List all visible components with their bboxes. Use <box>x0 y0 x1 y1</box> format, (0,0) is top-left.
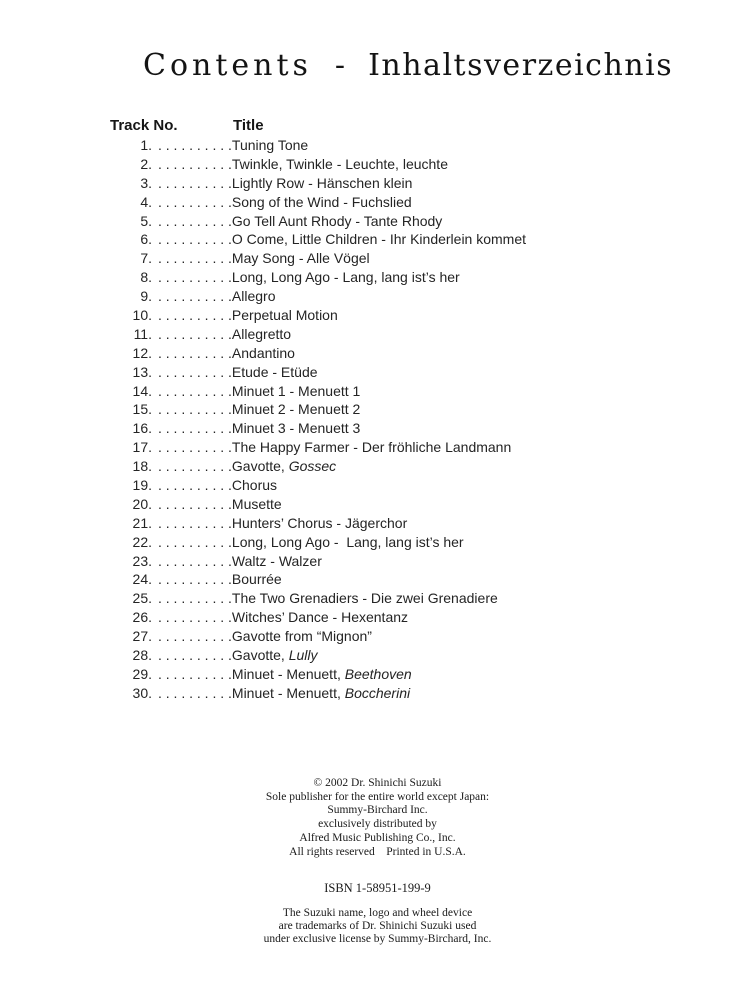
isbn-line: ISBN 1-58951-199-9 <box>324 881 431 895</box>
trademark-block <box>0 907 755 945</box>
track-title: Gavotte from “Mignon” <box>231 628 372 645</box>
dot-leader: . . . . . . . . . . <box>158 495 232 512</box>
track-number: 19. <box>132 477 152 494</box>
track-number: 27. <box>132 628 152 645</box>
track-number: 29. <box>132 665 152 682</box>
track-title: Allegro <box>231 288 276 305</box>
track-number: 10. <box>132 307 152 324</box>
track-title: Long, Long Ago - Lang, lang ist’s her <box>231 269 460 286</box>
dot-leader: . . . . . . . . . . <box>158 382 232 399</box>
track-number: 2. <box>140 155 152 172</box>
track-row <box>110 590 526 609</box>
page-title-german: Inhaltsverzeichnis <box>368 48 674 83</box>
dot-leader: . . . . . . . . . . <box>158 628 232 645</box>
track-title: The Happy Farmer - Der fröhliche Landmann <box>231 439 512 456</box>
track-row <box>110 647 526 666</box>
track-row <box>110 496 526 515</box>
dot-leader: . . . . . . . . . . <box>158 590 232 607</box>
dot-leader: . . . . . . . . . . <box>158 477 232 494</box>
dot-leader: . . . . . . . . . . <box>158 193 232 210</box>
track-number: 5. <box>140 212 152 229</box>
dot-leader: . . . . . . . . . . <box>158 439 232 456</box>
track-number: 9. <box>140 288 152 305</box>
track-number: 17. <box>132 439 152 456</box>
track-title: Chorus <box>231 477 278 494</box>
track-number: 11. <box>133 325 152 342</box>
track-title: May Song - Alle Vögel <box>231 250 370 267</box>
track-title: Gavotte, <box>231 458 289 475</box>
track-number: 20. <box>132 495 152 512</box>
track-number: 21. <box>132 514 152 531</box>
track-number: 22. <box>132 533 152 550</box>
dot-leader: . . . . . . . . . . <box>158 325 232 342</box>
dot-leader: . . . . . . . . . . <box>158 344 232 361</box>
track-row <box>110 609 526 628</box>
dot-leader: . . . . . . . . . . <box>158 458 232 475</box>
copyright-line: All rights reserved Printed in U.S.A. <box>289 845 466 858</box>
track-number: 4. <box>140 193 152 210</box>
track-title: Minuet 3 - Menuett 3 <box>231 420 361 437</box>
track-number: 28. <box>132 647 152 664</box>
copyright-line: Summy-Birchard Inc. <box>327 804 428 817</box>
track-title-composer: Boccherini <box>344 684 411 701</box>
track-number: 14. <box>132 382 152 399</box>
track-row <box>110 666 526 685</box>
dot-leader: . . . . . . . . . . <box>158 174 232 191</box>
dot-leader: . . . . . . . . . . <box>158 420 232 437</box>
dot-leader: . . . . . . . . . . <box>158 571 232 588</box>
column-header-track-no: Track No. <box>110 117 178 134</box>
track-title: Etude - Etüde <box>231 363 318 380</box>
track-number: 13. <box>132 363 152 380</box>
track-number: 30. <box>132 684 152 701</box>
track-title: Tuning Tone <box>231 137 309 153</box>
track-number: 16. <box>132 420 152 437</box>
track-row <box>110 269 526 288</box>
track-row <box>110 345 526 364</box>
track-row <box>110 685 526 704</box>
track-title: Long, Long Ago - Lang, lang ist’s her <box>231 533 464 550</box>
track-number: 18. <box>132 458 152 475</box>
track-row <box>110 175 526 194</box>
track-title: Minuet - Menuett, <box>231 684 345 701</box>
dot-leader: . . . . . . . . . . <box>158 552 232 569</box>
track-row <box>110 515 526 534</box>
trademark-line: The Suzuki name, logo and wheel device <box>282 907 473 919</box>
track-row <box>110 553 526 572</box>
page-title-english: Contents <box>143 48 312 83</box>
track-title-composer: Beethoven <box>344 665 412 682</box>
copyright-block <box>0 777 755 859</box>
track-row <box>110 383 526 402</box>
track-row <box>110 156 526 175</box>
track-number: 24. <box>132 571 152 588</box>
track-number: 15. <box>132 401 152 418</box>
track-row <box>110 194 526 213</box>
dot-leader: . . . . . . . . . . <box>158 514 232 531</box>
track-title: Gavotte, <box>231 647 289 664</box>
dot-leader: . . . . . . . . . . <box>158 307 232 324</box>
copyright-line: © 2002 Dr. Shinichi Suzuki <box>313 777 442 789</box>
dot-leader: . . . . . . . . . . <box>158 212 232 229</box>
dot-leader: . . . . . . . . . . <box>158 363 232 380</box>
track-row <box>110 137 526 156</box>
track-title: Perpetual Motion <box>231 307 338 324</box>
track-title: Minuet - Menuett, <box>231 665 345 682</box>
track-title: Twinkle, Twinkle - Leuchte, leuchte <box>231 155 448 172</box>
track-row <box>110 628 526 647</box>
dot-leader: . . . . . . . . . . <box>158 401 232 418</box>
dot-leader: . . . . . . . . . . <box>158 155 232 172</box>
track-title: Minuet 1 - Menuett 1 <box>231 382 361 399</box>
track-title: The Two Grenadiers - Die zwei Grenadiere <box>231 590 498 607</box>
track-number: 3. <box>140 174 152 191</box>
track-title: O Come, Little Children - Ihr Kinderlein kommet <box>231 231 527 248</box>
track-number: 8. <box>140 269 152 286</box>
dot-leader: . . . . . . . . . . <box>158 137 232 153</box>
track-title-composer: Gossec <box>288 458 337 475</box>
track-row <box>110 231 526 250</box>
dot-leader: . . . . . . . . . . <box>158 533 232 550</box>
track-row <box>110 250 526 269</box>
track-row <box>110 534 526 553</box>
track-number: 7. <box>140 250 152 267</box>
track-title: Allegretto <box>231 325 292 342</box>
dot-leader: . . . . . . . . . . <box>158 684 232 701</box>
track-number: 6. <box>140 231 152 248</box>
page-title <box>143 48 673 83</box>
copyright-line: Sole publisher for the entire world except Japan: <box>265 790 490 803</box>
track-row <box>110 477 526 496</box>
track-title-composer: Lully <box>288 647 318 664</box>
track-title: Waltz - Walzer <box>231 552 322 569</box>
trademark-line: are trademarks of Dr. Shinichi Suzuki used <box>278 919 477 932</box>
column-header-title: Title <box>233 117 264 134</box>
track-row <box>110 420 526 439</box>
dot-leader: . . . . . . . . . . <box>158 288 232 305</box>
track-title: Minuet 2 - Menuett 2 <box>231 401 361 418</box>
dot-leader: . . . . . . . . . . <box>158 647 232 664</box>
track-row <box>110 288 526 307</box>
page-title-separator: - <box>334 48 346 83</box>
trademark-line: under exclusive license by Summy-Birchard, Inc. <box>263 932 492 945</box>
track-title: Bourrée <box>231 571 282 588</box>
track-row <box>110 307 526 326</box>
track-row <box>110 458 526 477</box>
track-row <box>110 401 526 420</box>
track-number: 1. <box>140 137 152 153</box>
track-title: Andantino <box>231 344 295 361</box>
copyright-line: exclusively distributed by <box>318 818 437 831</box>
track-title: Hunters’ Chorus - Jägerchor <box>231 514 408 531</box>
track-row <box>110 326 526 345</box>
track-title: Musette <box>231 495 282 512</box>
track-row <box>110 364 526 383</box>
track-number: 26. <box>132 609 152 626</box>
track-title: Witches’ Dance - Hexentanz <box>231 609 409 626</box>
copyright-line: Alfred Music Publishing Co., Inc. <box>299 831 456 844</box>
dot-leader: . . . . . . . . . . <box>158 665 232 682</box>
track-row <box>110 571 526 590</box>
track-title: Lightly Row - Hänschen klein <box>231 174 413 191</box>
track-number: 23. <box>132 552 152 569</box>
dot-leader: . . . . . . . . . . <box>158 609 232 626</box>
dot-leader: . . . . . . . . . . <box>158 250 232 267</box>
track-row <box>110 439 526 458</box>
track-title: Go Tell Aunt Rhody - Tante Rhody <box>231 212 443 229</box>
dot-leader: . . . . . . . . . . <box>158 269 232 286</box>
track-list <box>110 137 526 704</box>
track-number: 12. <box>132 344 152 361</box>
track-number: 25. <box>132 590 152 607</box>
dot-leader: . . . . . . . . . . <box>158 231 232 248</box>
track-title: Song of the Wind - Fuchslied <box>231 193 412 210</box>
track-row <box>110 213 526 232</box>
